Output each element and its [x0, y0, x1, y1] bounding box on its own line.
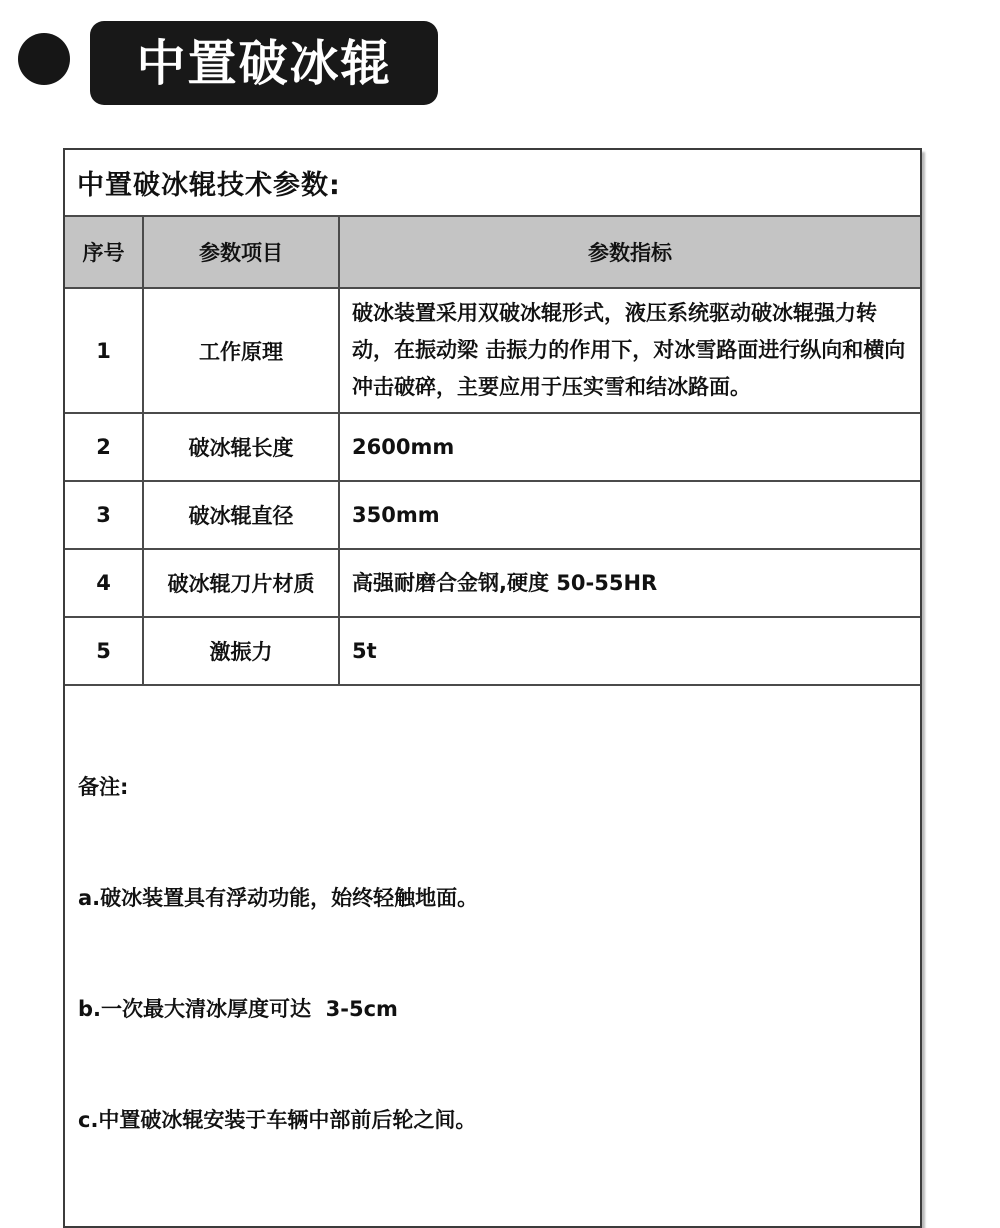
row-no: 2 — [65, 413, 143, 481]
notes-label: 备注: — [78, 775, 129, 799]
row-value: 高强耐磨合金钢,硬度 50-55HR — [339, 549, 920, 617]
panel-title: 中置破冰辊技术参数: — [77, 170, 341, 201]
row-value: 350mm — [339, 481, 920, 549]
row-item: 工作原理 — [143, 288, 339, 413]
col-header-value: 参数指标 — [339, 216, 920, 288]
row-value: 5t — [339, 617, 920, 685]
row-no: 3 — [65, 481, 143, 549]
section-title: 中置破冰辊 — [136, 34, 392, 92]
bullet-circle-icon — [18, 33, 70, 85]
section-title-banner — [90, 21, 438, 105]
table-header-row — [65, 216, 920, 288]
col-header-item: 参数项目 — [143, 216, 339, 288]
note-item-a: a.破冰装置具有浮动功能，始终轻触地面。 — [78, 886, 479, 910]
row-no: 1 — [65, 288, 143, 413]
table-row — [65, 481, 920, 549]
row-item: 破冰辊长度 — [143, 413, 339, 481]
row-item: 破冰辊刀片材质 — [143, 549, 339, 617]
row-value: 破冰装置采用双破冰辊形式，液压系统驱动破冰辊强力转动，在振动梁 击振力的作用下，对冰雪路面进行纵向和横向冲击破碎，主要应用于压实雪和结冰路面。 — [339, 288, 920, 413]
col-header-no: 序号 — [65, 216, 143, 288]
spec-panel — [63, 148, 922, 1228]
note-item-c: c.中置破冰辊安装于车辆中部前后轮之间。 — [78, 1108, 477, 1132]
table-row — [65, 549, 920, 617]
row-no: 4 — [65, 549, 143, 617]
row-value: 2600mm — [339, 413, 920, 481]
notes-section — [65, 686, 920, 1226]
table-row — [65, 617, 920, 685]
note-item-b: b.一次最大清冰厚度可达 3-5cm — [78, 997, 398, 1021]
row-item: 破冰辊直径 — [143, 481, 339, 549]
row-no: 5 — [65, 617, 143, 685]
spec-table — [65, 215, 920, 686]
table-row — [65, 413, 920, 481]
row-item: 激振力 — [143, 617, 339, 685]
table-row — [65, 288, 920, 413]
